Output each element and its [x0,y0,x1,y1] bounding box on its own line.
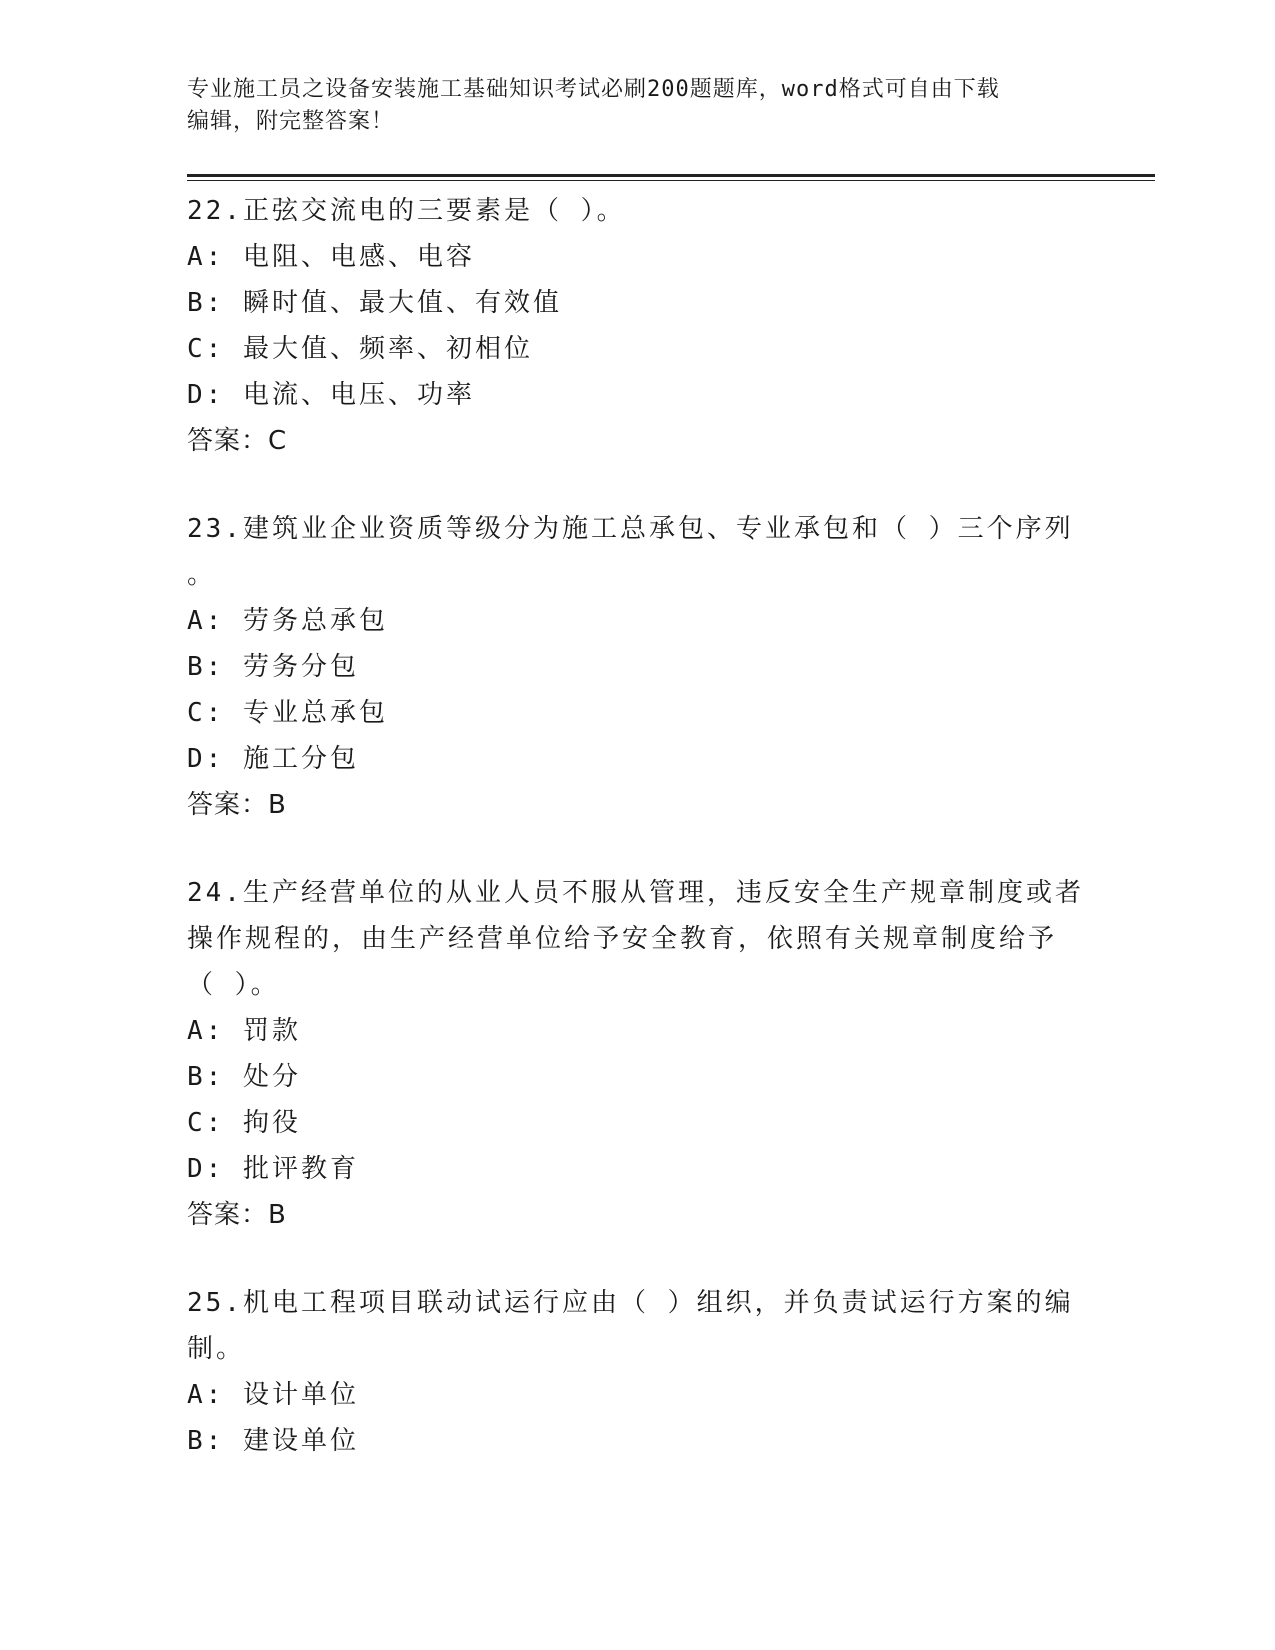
question-stem-continued: 。 [187,560,217,590]
option-b: B: 劳务分包 [187,652,359,682]
header-line-1: 专业施工员之设备安装施工基础知识考试必刷200题题库，word格式可自由下载 [187,77,1000,102]
option-c: C: 专业总承包 [187,698,388,728]
question-spacer [187,828,1087,870]
option-a: A: 劳务总承包 [187,606,388,636]
option-c: C: 拘役 [187,1108,301,1138]
option-d: D: 施工分包 [187,744,359,774]
question-stem: 24.生产经营单位的从业人员不服从管理，违反安全生产规章制度或者 [187,878,1084,908]
question-stem: 23.建筑业企业资质等级分为施工总承包、专业承包和（ ）三个序列 [187,514,1074,544]
option-d: D: 电流、电压、功率 [187,380,475,410]
header-line-2: 编辑，附完整答案！ [187,109,395,134]
question-24 [187,870,1087,1238]
option-d: D: 批评教育 [187,1154,359,1184]
question-list [187,188,1087,1464]
option-b: B: 处分 [187,1062,301,1092]
question-stem: 22.正弦交流电的三要素是（ ）。 [187,196,626,226]
question-stem: 25.机电工程项目联动试运行应由（ ）组织，并负责试运行方案的编 [187,1288,1074,1318]
option-b: B: 瞬时值、最大值、有效值 [187,288,562,318]
answer-line: 答案：C [187,426,288,456]
question-stem-continued: 制。 [187,1334,246,1364]
answer-line: 答案：B [187,1200,287,1230]
option-a: A: 电阻、电感、电容 [187,242,475,272]
header-rule-thin [187,180,1155,181]
option-a: A: 设计单位 [187,1380,359,1410]
document-header [187,74,1087,138]
question-spacer [187,464,1087,506]
question-22 [187,188,1087,464]
answer-line: 答案：B [187,790,287,820]
question-stem-continued: 操作规程的，由生产经营单位给予安全教育，依照有关规章制度给予 [187,924,1058,954]
question-stem-continued: （ ）。 [187,970,280,1000]
header-rule-thick [187,174,1155,177]
option-c: C: 最大值、频率、初相位 [187,334,533,364]
question-spacer [187,1238,1087,1280]
option-b: B: 建设单位 [187,1426,359,1456]
question-25 [187,1280,1087,1464]
option-a: A: 罚款 [187,1016,301,1046]
question-23 [187,506,1087,828]
